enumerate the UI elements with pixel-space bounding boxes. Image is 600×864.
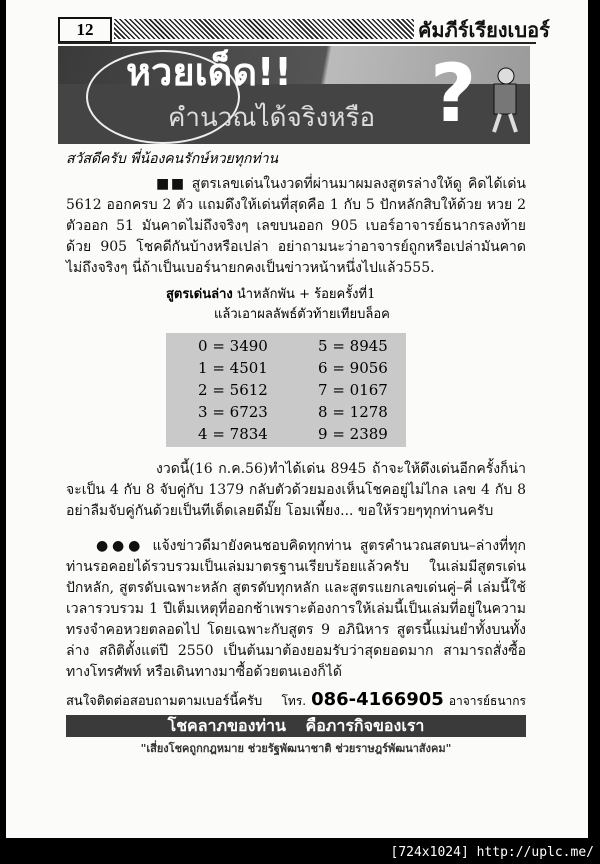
tel-label: โทร. <box>281 694 307 708</box>
lock-key: 6 <box>318 359 328 377</box>
cartoon-man-icon <box>476 66 526 136</box>
lock-cell <box>166 401 286 423</box>
lock-cell <box>286 401 406 423</box>
equals-sign: = <box>207 425 230 443</box>
equals-sign: = <box>207 403 230 421</box>
formula-line <box>166 285 526 305</box>
contact-text: สนใจติดต่อสอบถามตามเบอร์นี้ครับ <box>66 694 263 709</box>
lock-key: 2 <box>198 381 208 399</box>
phone-line <box>281 689 526 711</box>
lock-key: 5 <box>318 337 328 355</box>
banner-title: หวยเด็ด!! <box>126 50 292 94</box>
question-mark: ? <box>430 47 477 140</box>
paragraph-results: ■■ สูตรเลขเด่นในงวดที่ผ่านมาผมลงสูตรล่างให้ดู คิดได้เด่น 5612 ออกครบ 2 ตัว แถมดึงให้เด่นที่สุดคือ 1 กับ 5 ปักหลักสิบให้ด้วย หวย 2 ตัวออก 51 มันคาดไม่ถึงจริงๆ เลขบนออก 905 เบอร์อาจารย์ธนากรลงท้ายด้วย 905 โชคดีกันบ้างหรือเปล่า อย่าถามนะว่าอาจารย์ถูกหรือเปล่ามันคาดไม่ถึงจริงๆ นี่ถ้าเป็นเบอร์นายกคงเป็นข่าวหน้าหนึ่งไปแล้ว555. <box>66 176 526 276</box>
image-footer: [724x1024] http://uplc.me/ <box>390 845 594 860</box>
equals-sign: = <box>327 359 350 377</box>
greeting: สวัสดีครับ พี่น้องคนรักษ์หวยทุกท่าน <box>66 151 279 167</box>
contact-name: อาจารย์ธนากร <box>448 694 526 708</box>
lock-key: 7 <box>318 381 328 399</box>
lock-value: 2389 <box>349 425 388 443</box>
equals-sign: = <box>207 359 230 377</box>
lock-key: 8 <box>318 403 328 421</box>
lock-value: 3490 <box>229 337 268 355</box>
lock-cell <box>166 357 286 379</box>
equals-sign: = <box>327 381 350 399</box>
lock-value: 4501 <box>229 359 268 377</box>
lock-key: 3 <box>198 403 208 421</box>
lock-value: 9056 <box>349 359 388 377</box>
equals-sign: = <box>327 337 350 355</box>
header-hatch-decoration <box>114 19 414 39</box>
lock-cell <box>286 335 406 357</box>
magazine-title: คัมภีร์เรียงเบอร์ <box>418 18 550 42</box>
lock-cell <box>166 379 286 401</box>
lock-key: 4 <box>198 425 208 443</box>
header-rule <box>58 42 536 44</box>
lock-cell <box>166 335 286 357</box>
article-body <box>66 148 526 757</box>
formula-label: สูตรเด่นล่าง <box>166 287 233 302</box>
contact-row <box>66 689 526 711</box>
equals-sign: = <box>207 337 230 355</box>
slogan-quote: "เสี่ยงโชคถูกกฎหมาย ช่วยรัฐพัฒนาชาติ ช่วยราษฎร์พัฒนาสังคม" <box>140 742 452 755</box>
formula-text: นำหลักพัน + ร้อยครั้งที่1 <box>236 287 376 302</box>
equals-sign: = <box>327 425 350 443</box>
paragraph-forecast: งวดนี้(16 ก.ค.56)ทำได้เด่น 8945 ถ้าจะให้ดึงเด่นอีกครั้งก็น่าจะเป็น 4 กับ 8 จับคู่กับ 1379 กลับตัวด้วยมองเห็นโชคอยู่ไม่ไกล เลข 4 กับ 8 อย่าลืมจับคู่กันด้วยเป็นทีเด็ดเลยดีมั๊ย โอมเพี้ยง... ขอให้รวยๆทุกท่านครับ <box>66 461 526 519</box>
lock-value: 8945 <box>349 337 388 355</box>
banner-subtitle: คำนวณได้จริงหรือ <box>168 103 376 133</box>
slogan-band: โชคลาภของท่าน คือภารกิจของเรา <box>66 715 526 737</box>
lock-table <box>166 333 406 447</box>
lock-value: 0167 <box>349 381 388 399</box>
lock-key: 9 <box>318 425 328 443</box>
lock-cell <box>286 423 406 445</box>
equals-sign: = <box>327 403 350 421</box>
lock-key: 1 <box>198 359 208 377</box>
lock-cell <box>286 379 406 401</box>
lock-cell <box>166 423 286 445</box>
paragraph-announcement: ●●● แจ้งข่าวดีมายังคนชอบคิดทุกท่าน สูตรคำนวณสดบน–ล่างที่ทุกท่านรอคอยได้รวบรวมเป็นเล่มมาตรฐานเรียบร้อยแล้วครับ ในเล่มมีสูตรเด่นปักหลัก, สูตรดับเฉพาะหลัก สูตรดับทุกหลัก และสูตรแยกเลขเด่นคู่–คี่ เล่มนี้ใช้เวลารวบรวม 1 ปีเต็มเหตุที่ออกช้าเพราะต้องการให้เล่มนี้เป็นเล่มที่อยู่ในความทรงจำคอหวยตลอดไป โดยเฉพาะกับสูตร 9 อภินิหาร สูตรนี้แม่นยำทั้งบนทั้งล่าง สถิติตั้งแต่ปี 2550 เป็นต้นมาต้องยอมรับว่าสุดยอดมาก สามารถสั่งซื้อทางโทรศัพท์ หรือเดินทางมาซื้อด้วยตนเองก็ได้ <box>66 538 526 680</box>
lock-key: 0 <box>198 337 208 355</box>
formula-line-2: แล้วเอาผลลัพธ์ตัวท้ายเทียบล็อค <box>214 307 390 322</box>
magazine-page <box>6 0 588 838</box>
title-banner <box>58 46 530 144</box>
page-number: 12 <box>58 17 112 43</box>
lock-value: 7834 <box>229 425 268 443</box>
lock-value: 1278 <box>349 403 388 421</box>
equals-sign: = <box>207 381 230 399</box>
lock-cell <box>286 357 406 379</box>
lock-value: 5612 <box>229 381 268 399</box>
lock-value: 6723 <box>229 403 268 421</box>
phone-number: 086-4166905 <box>311 689 444 710</box>
